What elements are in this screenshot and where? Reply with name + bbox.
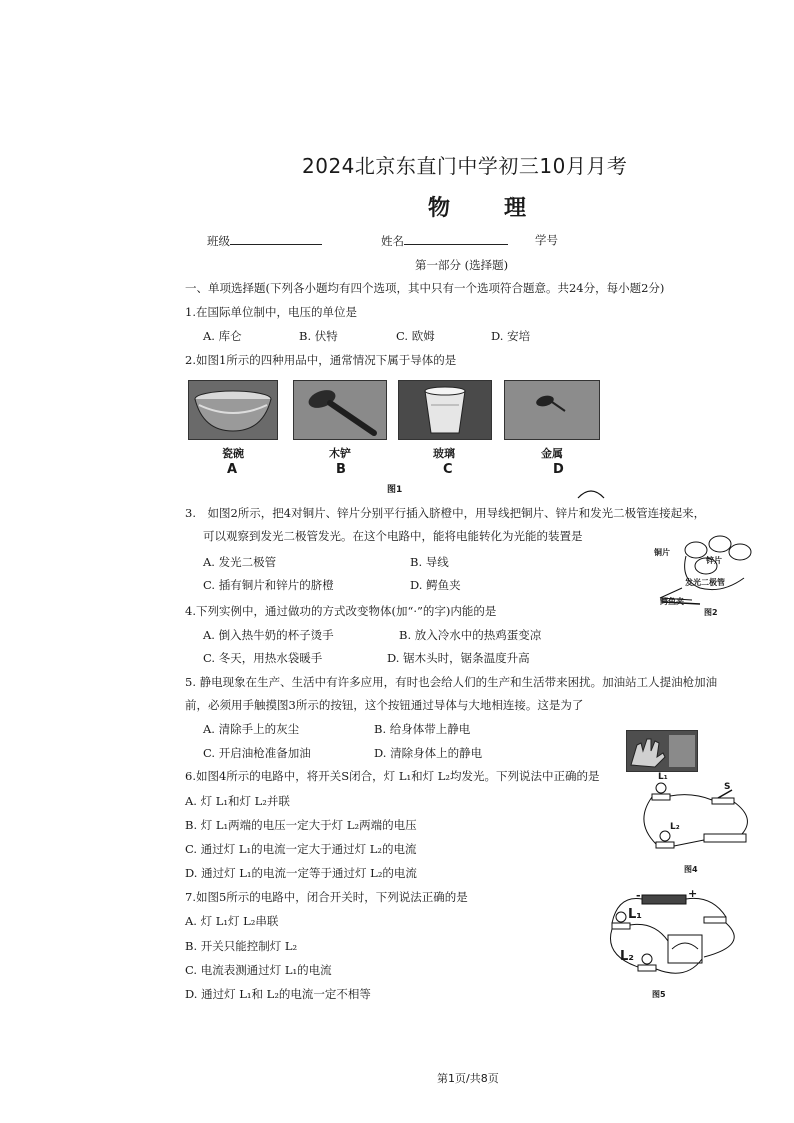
fig5-minus-label: - bbox=[636, 889, 641, 902]
figure-4-circuit bbox=[632, 772, 756, 880]
name-field bbox=[381, 232, 508, 249]
q4-stem: 4.下列实例中，通过做功的方式改变物体(加“·”的字)内能的是 bbox=[185, 604, 497, 618]
subject-title: 物 理 bbox=[428, 196, 543, 221]
q4-option-d: D. 锯木头时，锯条温度升高 bbox=[387, 651, 530, 665]
fig5-l1-label: L₁ bbox=[628, 907, 642, 922]
name-blank[interactable] bbox=[404, 232, 508, 245]
q5-option-c: C. 开启油枪准备加油 bbox=[203, 746, 311, 760]
hand-touch-image bbox=[627, 731, 697, 771]
q4-option-b: B. 放入冷水中的热鸡蛋变凉 bbox=[399, 628, 542, 642]
q3-option-a: A. 发光二极管 bbox=[203, 555, 277, 569]
fig4-l2-label: L₂ bbox=[670, 822, 680, 832]
led-label: 发光二极管 bbox=[685, 578, 725, 587]
q5-stem-line2: 前，必须用手触摸图3所示的按钮，这个按钮通过导体与大地相连接。这是为了 bbox=[185, 698, 584, 712]
figure-2-caption: 图2 bbox=[704, 608, 718, 617]
q5-option-d: D. 清除身体上的静电 bbox=[374, 746, 483, 760]
clip-label: 鳄鱼夹 bbox=[660, 597, 684, 606]
spatula-image bbox=[294, 381, 386, 439]
figure-2-orange-battery bbox=[652, 530, 756, 618]
figure-4-caption: 图4 bbox=[684, 865, 698, 874]
q6-option-b: B. 灯 L₁两端的电压一定大于灯 L₂两端的电压 bbox=[185, 818, 417, 832]
wooden-spatula-photo bbox=[293, 380, 387, 440]
q6-option-d: D. 通过灯 L₁的电流一定等于通过灯 L₂的电流 bbox=[185, 866, 417, 880]
spoon-image bbox=[505, 381, 599, 439]
figure-5-caption: 图5 bbox=[652, 990, 666, 999]
q4-option-a: A. 倒入热牛奶的杯子烫手 bbox=[203, 628, 334, 642]
q3-option-b: B. 导线 bbox=[410, 555, 449, 569]
item-c-letter: C bbox=[443, 462, 453, 477]
q1-stem: 1.在国际单位制中，电压的单位是 bbox=[185, 305, 357, 319]
class-blank[interactable] bbox=[230, 232, 322, 245]
figure-1-caption: 图1 bbox=[387, 485, 403, 495]
exam-title: 2024北京东直门中学初三10月月考 bbox=[302, 154, 628, 178]
item-c-name: 玻璃 bbox=[433, 447, 455, 460]
q5-option-a: A. 清除手上的灰尘 bbox=[203, 722, 300, 736]
fig4-switch-label: S bbox=[724, 782, 731, 792]
q5-option-b: B. 给身体带上静电 bbox=[374, 722, 471, 736]
fig4-l1-label: L₁ bbox=[658, 772, 668, 782]
q7-stem: 7.如图5所示的电路中，闭合开关时，下列说法正确的是 bbox=[185, 890, 468, 904]
q3-stem-line1: 3. 如图2所示，把4对铜片、锌片分别平行插入脐橙中，用导线把铜片、锌片和发光二极管连接起来， bbox=[185, 506, 706, 520]
q5-stem-line1: 5. 静电现象在生产、生活中有许多应用，有时也会给人们的生产和生活带来困扰。加油站工人提油枪加油 bbox=[185, 675, 718, 689]
q3-option-d: D. 鳄鱼夹 bbox=[410, 578, 461, 592]
item-b-name: 木铲 bbox=[329, 447, 351, 460]
q6-stem: 6.如图4所示的电路中，将开关S闭合，灯 L₁和灯 L₂均发光。下列说法中正确的是 bbox=[185, 769, 600, 783]
q1-option-d: D. 安培 bbox=[491, 329, 531, 343]
item-a-name: 瓷碗 bbox=[222, 447, 244, 460]
item-a-letter: A bbox=[227, 462, 238, 477]
q6-option-a: A. 灯 L₁和灯 L₂并联 bbox=[185, 794, 290, 808]
class-field bbox=[207, 232, 322, 249]
bowl-image bbox=[189, 381, 277, 439]
fig5-l2-label: L₂ bbox=[620, 949, 634, 964]
student-id-field bbox=[535, 232, 558, 248]
glass-cup-photo bbox=[398, 380, 492, 440]
q3-option-c: C. 插有铜片和锌片的脐橙 bbox=[203, 578, 334, 592]
arc-mark bbox=[576, 486, 606, 500]
student-id-label: 学号 bbox=[535, 233, 558, 247]
q2-stem: 2.如图1所示的四种用品中，通常情况下属于导体的是 bbox=[185, 353, 457, 367]
item-b-letter: B bbox=[336, 462, 346, 477]
q6-option-c: C. 通过灯 L₁的电流一定大于通过灯 L₂的电流 bbox=[185, 842, 417, 856]
copper-label: 铜片 bbox=[654, 548, 670, 557]
figure-5-drawing bbox=[600, 885, 756, 1001]
name-label: 姓名 bbox=[381, 234, 404, 248]
bowl-photo bbox=[188, 380, 278, 440]
metal-spoon-photo bbox=[504, 380, 600, 440]
q7-option-a: A. 灯 L₁灯 L₂串联 bbox=[185, 914, 279, 928]
figure-3-photo bbox=[626, 730, 698, 772]
item-d-letter: D bbox=[553, 462, 564, 477]
q7-option-c: C. 电流表测通过灯 L₁的电流 bbox=[185, 963, 332, 977]
q1-option-b: B. 伏特 bbox=[299, 329, 338, 343]
q1-option-c: C. 欧姆 bbox=[396, 329, 435, 343]
part-heading: 第一部分 (选择题) bbox=[415, 258, 509, 272]
section-instructions: 一、单项选择题(下列各小题均有四个选项，其中只有一个选项符合题意。共24分，每小题2分) bbox=[185, 281, 665, 295]
figure-5-circuit bbox=[600, 885, 756, 1001]
q7-option-b: B. 开关只能控制灯 L₂ bbox=[185, 939, 298, 953]
q4-option-c: C. 冬天，用热水袋暖手 bbox=[203, 651, 323, 665]
q1-option-a: A. 库仑 bbox=[203, 329, 242, 343]
q7-option-d: D. 通过灯 L₁和 L₂的电流一定不相等 bbox=[185, 987, 371, 1001]
glass-image bbox=[399, 381, 491, 439]
item-d-name: 金属 bbox=[541, 447, 563, 460]
q3-stem-line2: 可以观察到发光二极管发光。在这个电路中，能将电能转化为光能的装置是 bbox=[203, 529, 583, 543]
fig5-plus-label: + bbox=[688, 887, 698, 900]
class-label: 班级 bbox=[207, 234, 230, 248]
page-number: 第1页/共8页 bbox=[437, 1072, 499, 1085]
zinc-label: 锌片 bbox=[706, 556, 722, 565]
